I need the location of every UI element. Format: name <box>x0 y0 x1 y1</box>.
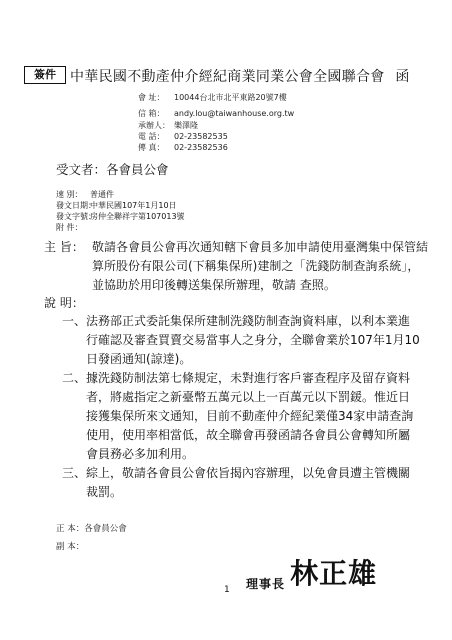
page-number: 1 <box>224 585 230 595</box>
subject-line: 敬請各會員公會再次通知轄下會員多加申請使用臺灣集中保管結 <box>92 240 429 254</box>
item-line: 會員務必多加利用。 <box>86 447 195 461</box>
recipient: 受文者：各會員公會 <box>56 162 169 177</box>
item-line: 者，將處指定之新臺幣五萬元以上一百萬元以下罰鍰。惟近日 <box>86 390 411 404</box>
meta-speed: 速 別： 普通件 <box>56 190 114 199</box>
item-line: 日發函通知(諒達)。 <box>86 352 192 366</box>
item-number: 二、 <box>62 371 87 385</box>
subject-line: 算所股份有限公司(下稱集保所)建制之「洗錢防制查詢系統」， <box>92 259 420 273</box>
item-line: 法務部正式委託集保所建制洗錢防制查詢資料庫，以利本業進 <box>86 314 411 328</box>
contact-phone: 電 話： 02-23582535 <box>138 132 228 141</box>
contact-address: 會 址： 10044台北市北平東路20號7樓 <box>138 93 287 102</box>
meta-date: 發文日期：中華民國107年1月10日 <box>56 201 177 210</box>
subject-line: 並協助於用印後轉送集保所辦理，敬請 查照。 <box>92 278 336 292</box>
signature <box>246 552 377 592</box>
item-line: 裁罰。 <box>86 485 123 499</box>
contact-email: 信 箱： andy.lou@taiwanhouse.org.tw <box>138 109 295 118</box>
signature-title: 理事長 <box>246 577 286 591</box>
organization-name: 中華民國不動產仲介經紀商業同業公會全國聯合會 <box>70 69 385 85</box>
item-line: 接獲集保所來文通知，目前不動產仲介經紀業僅34家申請查詢 <box>86 409 414 423</box>
item-line: 使用，使用率相當低，故全聯會再發函請各會員公會轉知所屬 <box>86 428 411 442</box>
item-number: 三、 <box>62 466 87 480</box>
subject-label: 主 旨： <box>44 240 84 254</box>
item-line: 行確認及審查買賣交易當事人之身分，全聯會業於107年1月10 <box>86 333 420 347</box>
item-line: 綜上，敬請各會員公會依旨揭內容辦理，以免會員遭主管機關 <box>86 466 411 480</box>
document-stamp: 簽件 <box>24 66 66 84</box>
signature-name: 林正雄 <box>290 557 378 590</box>
item-line: 據洗錢防制法第七條規定，未對進行客戶審查程序及留存資料 <box>86 371 411 385</box>
main-recipient: 正 本：各會員公會 <box>56 524 127 534</box>
document-type: 函 <box>395 69 410 85</box>
item-number: 一、 <box>62 314 87 328</box>
copy-recipient: 副 本： <box>56 542 85 552</box>
organization-title <box>70 66 410 86</box>
meta-number: 發文字號：房仲全聯祥字第107013號 <box>56 212 185 221</box>
meta-attachment: 附 件： <box>56 223 83 232</box>
contact-handler: 承辦人： 樂澤隆 <box>138 121 198 130</box>
contact-fax: 傳 真： 02-23582536 <box>138 143 228 152</box>
explanation-label: 說 明： <box>44 296 84 310</box>
